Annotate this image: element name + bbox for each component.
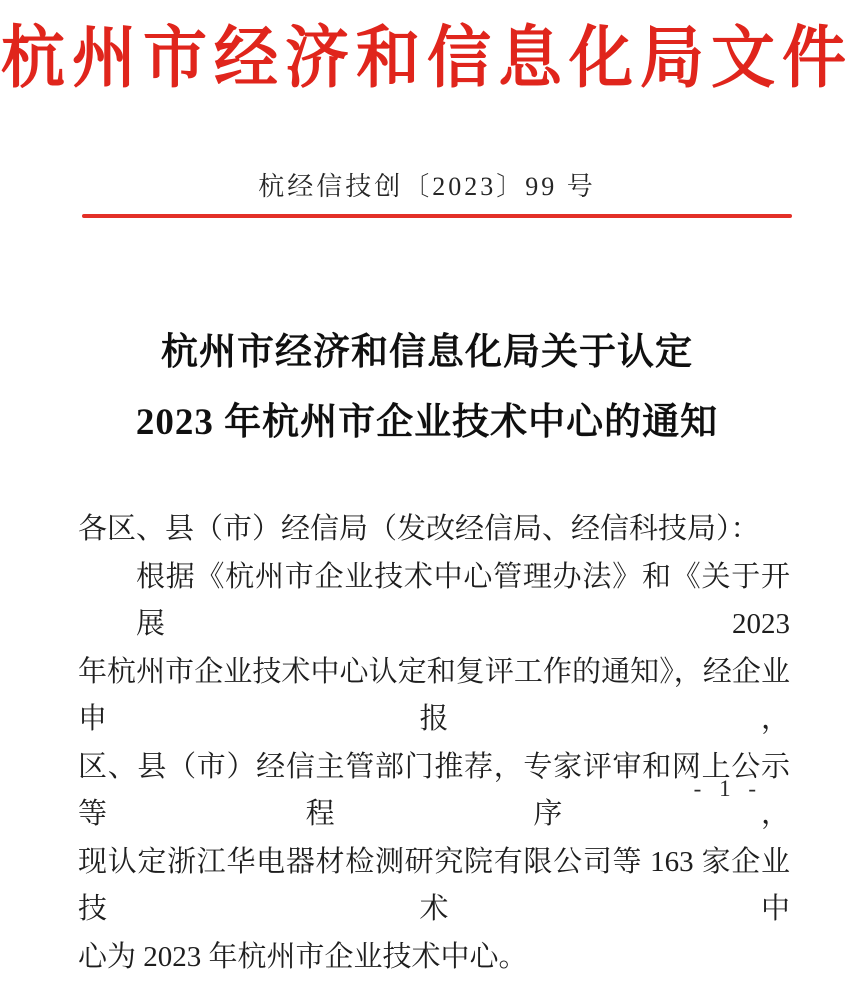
document-title [0,318,854,458]
document-header-title: 杭州市经济和信息化局文件 [0,8,854,110]
red-divider-line [82,214,792,218]
document-title-line-2: 2023 年杭州市企业技术中心的通知 [0,388,854,458]
salutation-line: 各区、县（市）经信局（发改经信局、经信科技局）： [78,506,790,554]
document-body [78,506,790,981]
body-line-4: 现认定浙江华电器材检测研究院有限公司等 163 家企业技术中 [78,839,790,934]
body-line-2: 年杭州市企业技术中心认定和复评工作的通知》，经企业申报， [78,649,790,744]
document-number: 杭经信技创〔2023〕99 号 [0,166,854,203]
body-line-1: 根据《杭州市企业技术中心管理办法》和《关于开展 2023 [78,554,790,649]
document-title-line-1: 杭州市经济和信息化局关于认定 [0,318,854,388]
body-line-3: 区、县（市）经信主管部门推荐，专家评审和网上公示等程序， [78,744,790,839]
body-line-5: 心为 2023 年杭州市企业技术中心。 [78,934,790,981]
page-number: - 1 - [694,776,762,802]
